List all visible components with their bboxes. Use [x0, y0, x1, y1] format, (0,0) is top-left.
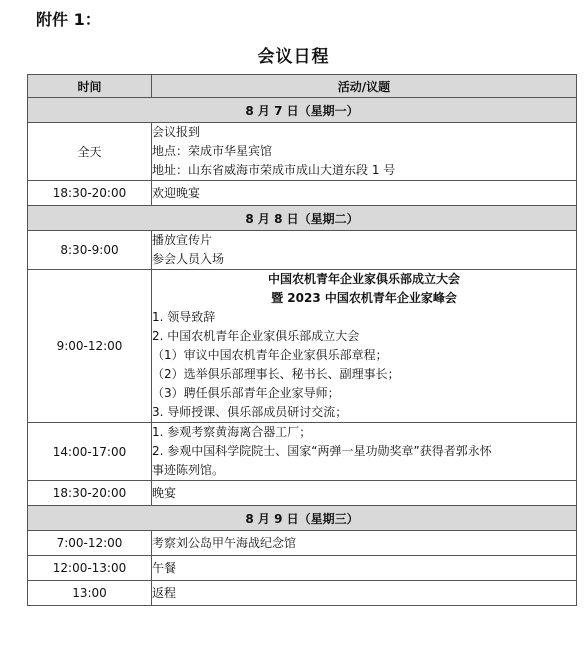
- time-cell: 7:00-12:00: [28, 531, 152, 556]
- activity-line: 地址：山东省威海市荣成市成山大道东段 1 号: [152, 163, 396, 177]
- time-cell: 12:00-13:00: [28, 556, 152, 581]
- activity-cell: 返程: [152, 581, 577, 606]
- table-row: [28, 481, 577, 506]
- activity-line: 会议报到: [152, 125, 201, 139]
- table-row: [28, 423, 577, 481]
- activity-line: 播放宣传片: [152, 233, 213, 247]
- activity-line: （3）聘任俱乐部青年企业家导师；: [152, 386, 340, 400]
- header-activity: 活动/议题: [152, 75, 577, 98]
- activity-cell: 欢迎晚宴: [152, 181, 577, 206]
- activity-cell: [152, 231, 577, 270]
- activity-line: （2）选举俱乐部理事长、秘书长、副理事长；: [152, 367, 400, 381]
- time-cell: 14:00-17:00: [28, 423, 152, 481]
- table-row: [28, 123, 577, 181]
- time-cell: 8:30-9:00: [28, 231, 152, 270]
- schedule-table: [27, 74, 577, 606]
- table-row: [28, 270, 577, 423]
- header-time: 时间: [28, 75, 152, 98]
- activity-cell: [152, 270, 577, 423]
- page-title: 会议日程: [257, 47, 330, 67]
- activity-line: 事迹陈列馆。: [152, 463, 225, 477]
- activity-cell: 考察刘公岛甲午海战纪念馆: [152, 531, 577, 556]
- time-cell: 18:30-20:00: [28, 481, 152, 506]
- table-row: [28, 181, 577, 206]
- day-row: 8 月 7 日（星期一）: [28, 98, 577, 123]
- header-row: [28, 75, 577, 98]
- activity-cell: 午餐: [152, 556, 577, 581]
- table-row: [28, 581, 577, 606]
- day-row: 8 月 8 日（星期二）: [28, 206, 577, 231]
- activity-cell: [152, 423, 577, 481]
- time-cell: 13:00: [28, 581, 152, 606]
- table-row: [28, 556, 577, 581]
- activity-line: 1. 领导致辞: [152, 310, 216, 324]
- table-row: [28, 531, 577, 556]
- activity-line: 参会人员入场: [152, 252, 225, 266]
- session-heading: 暨 2023 中国农机青年企业家峰会: [271, 291, 457, 305]
- time-cell: 全天: [28, 123, 152, 181]
- time-cell: 18:30-20:00: [28, 181, 152, 206]
- table-row: [28, 231, 577, 270]
- session-heading: 中国农机青年企业家俱乐部成立大会: [267, 272, 460, 286]
- activity-line: （1）审议中国农机青年企业家俱乐部章程；: [152, 348, 388, 362]
- time-cell: 9:00-12:00: [28, 270, 152, 423]
- activity-line: 地点：荣成市华星宾馆: [152, 144, 273, 158]
- activity-line: 3. 导师授课、俱乐部成员研讨交流；: [152, 405, 348, 419]
- activity-line: 1. 参观考察黄海离合器工厂；: [152, 425, 312, 439]
- day-row: 8 月 9 日（星期三）: [28, 506, 577, 531]
- attachment-label: 附件 1：: [36, 10, 101, 29]
- activity-cell: [152, 123, 577, 181]
- activity-line: 2. 参观中国科学院院士、国家“两弹一星功勋奖章”获得者郭永怀: [152, 444, 492, 458]
- activity-cell: 晚宴: [152, 481, 577, 506]
- activity-line: 2. 中国农机青年企业家俱乐部成立大会: [152, 329, 360, 343]
